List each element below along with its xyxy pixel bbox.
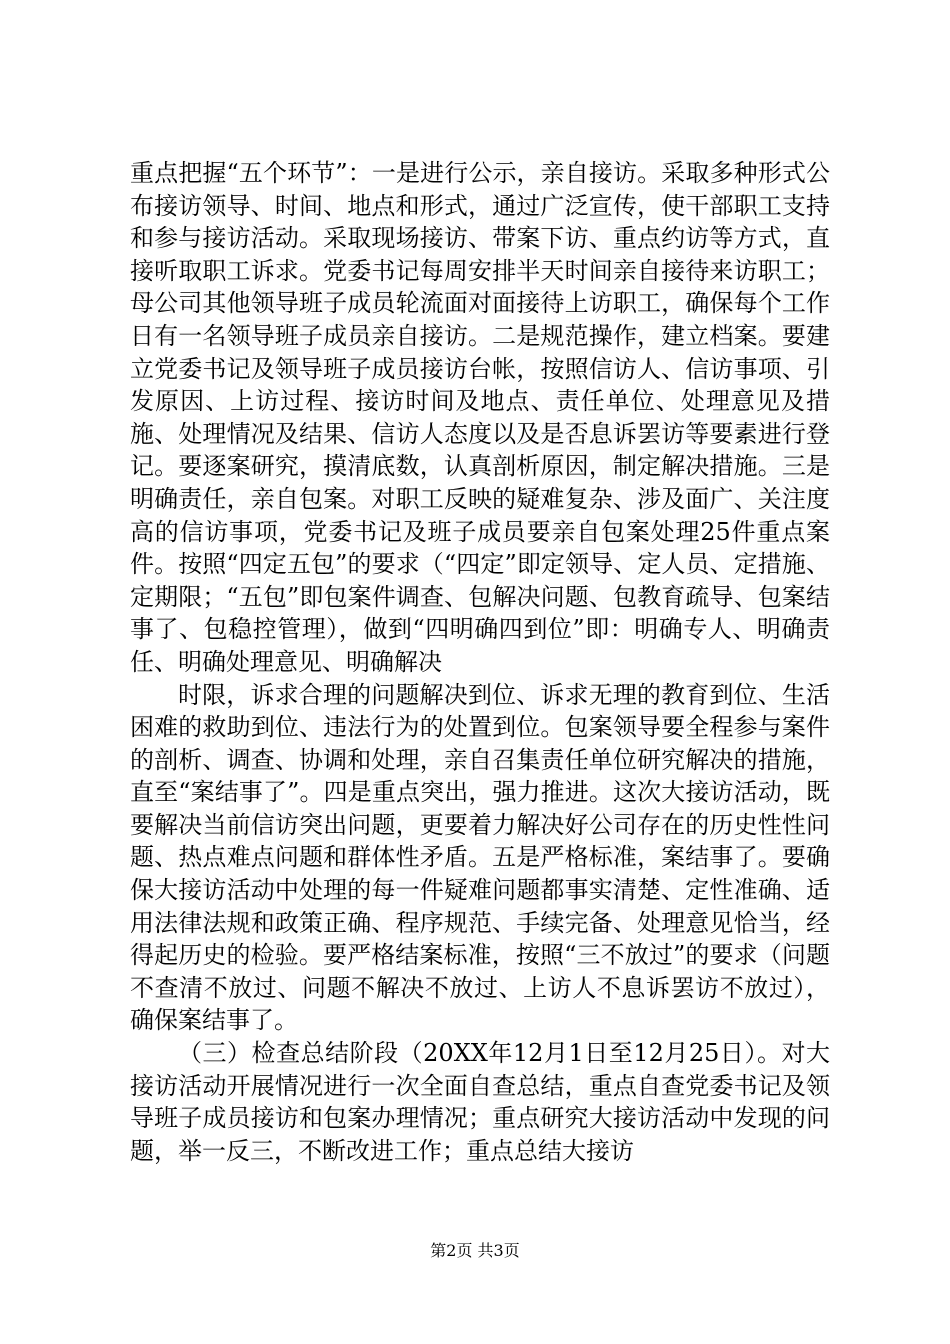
paragraph-1: 重点把握“五个环节”：一是进行公示，亲自接访。采取多种形式公布接访领导、时间、地点和形式，通过广泛宣传，使干部职工支持和参与接访活动。采取现场接访、带案下访、重点约访等方式，直接听取职工诉求。党委书记每周安排半天时间亲自接待来访职工；母公司其他领导班子成员轮流面对面接待上访职工，确保每个工作日有一名领导班子成员亲自接访。二是规范操作，建立档案。要建立党委书记及领导班子成员接访台帐，按照信访人、信访事项、引发原因、上访过程、接访时间及地点、责任单位、处理意见及措施、处理情况及结果、信访人态度以及是否息诉罢访等要素进行登记。要逐案研究，摸清底数，认真剖析原因，制定解决措施。三是明确责任，亲自包案。对职工反映的疑难复杂、涉及面广、关注度高的信访事项，党委书记及班子成员要亲自包案处理25件重点案件。按照“四定五包”的要求（“四定”即定领导、定人员、定措施、定期限；“五包”即包案件调查、包解决问题、包教育疏导、包案结事了、包稳控管理），做到“四明确四到位”即：明确专人、明确责任、明确处理意见、明确解决	[130, 159, 830, 676]
document-body	[130, 157, 830, 1167]
paragraph-3: （三）检查总结阶段（20XX年12月1日至12月25日）。对大接访活动开展情况进行一次全面自查总结，重点自查党委书记及领导班子成员接访和包案办理情况；重点研究大接访活动中发现的问题，举一反三，不断改进工作；重点总结大接访	[130, 1039, 830, 1165]
paragraph-2: 时限，诉求合理的问题解决到位、诉求无理的教育到位、生活困难的救助到位、违法行为的处置到位。包案领导要全程参与案件的剖析、调查、协调和处理，亲自召集责任单位研究解决的措施，直至“案结事了”。四是重点突出，强力推进。这次大接访活动，既要解决当前信访突出问题，更要着力解决好公司存在的历史性性问题、热点难点问题和群体性矛盾。五是严格标准，案结事了。要确保大接访活动中处理的每一件疑难问题都事实清楚、定性准确、适用法律法规和政策正确、程序规范、手续完备、处理意见恰当，经得起历史的检验。要严格结案标准，按照“三不放过”的要求（问题不查清不放过、问题不解决不放过、上访人不息诉罢访不放过），确保案结事了。	[130, 680, 830, 1035]
page-footer: 第2页 共3页	[430, 1241, 520, 1260]
